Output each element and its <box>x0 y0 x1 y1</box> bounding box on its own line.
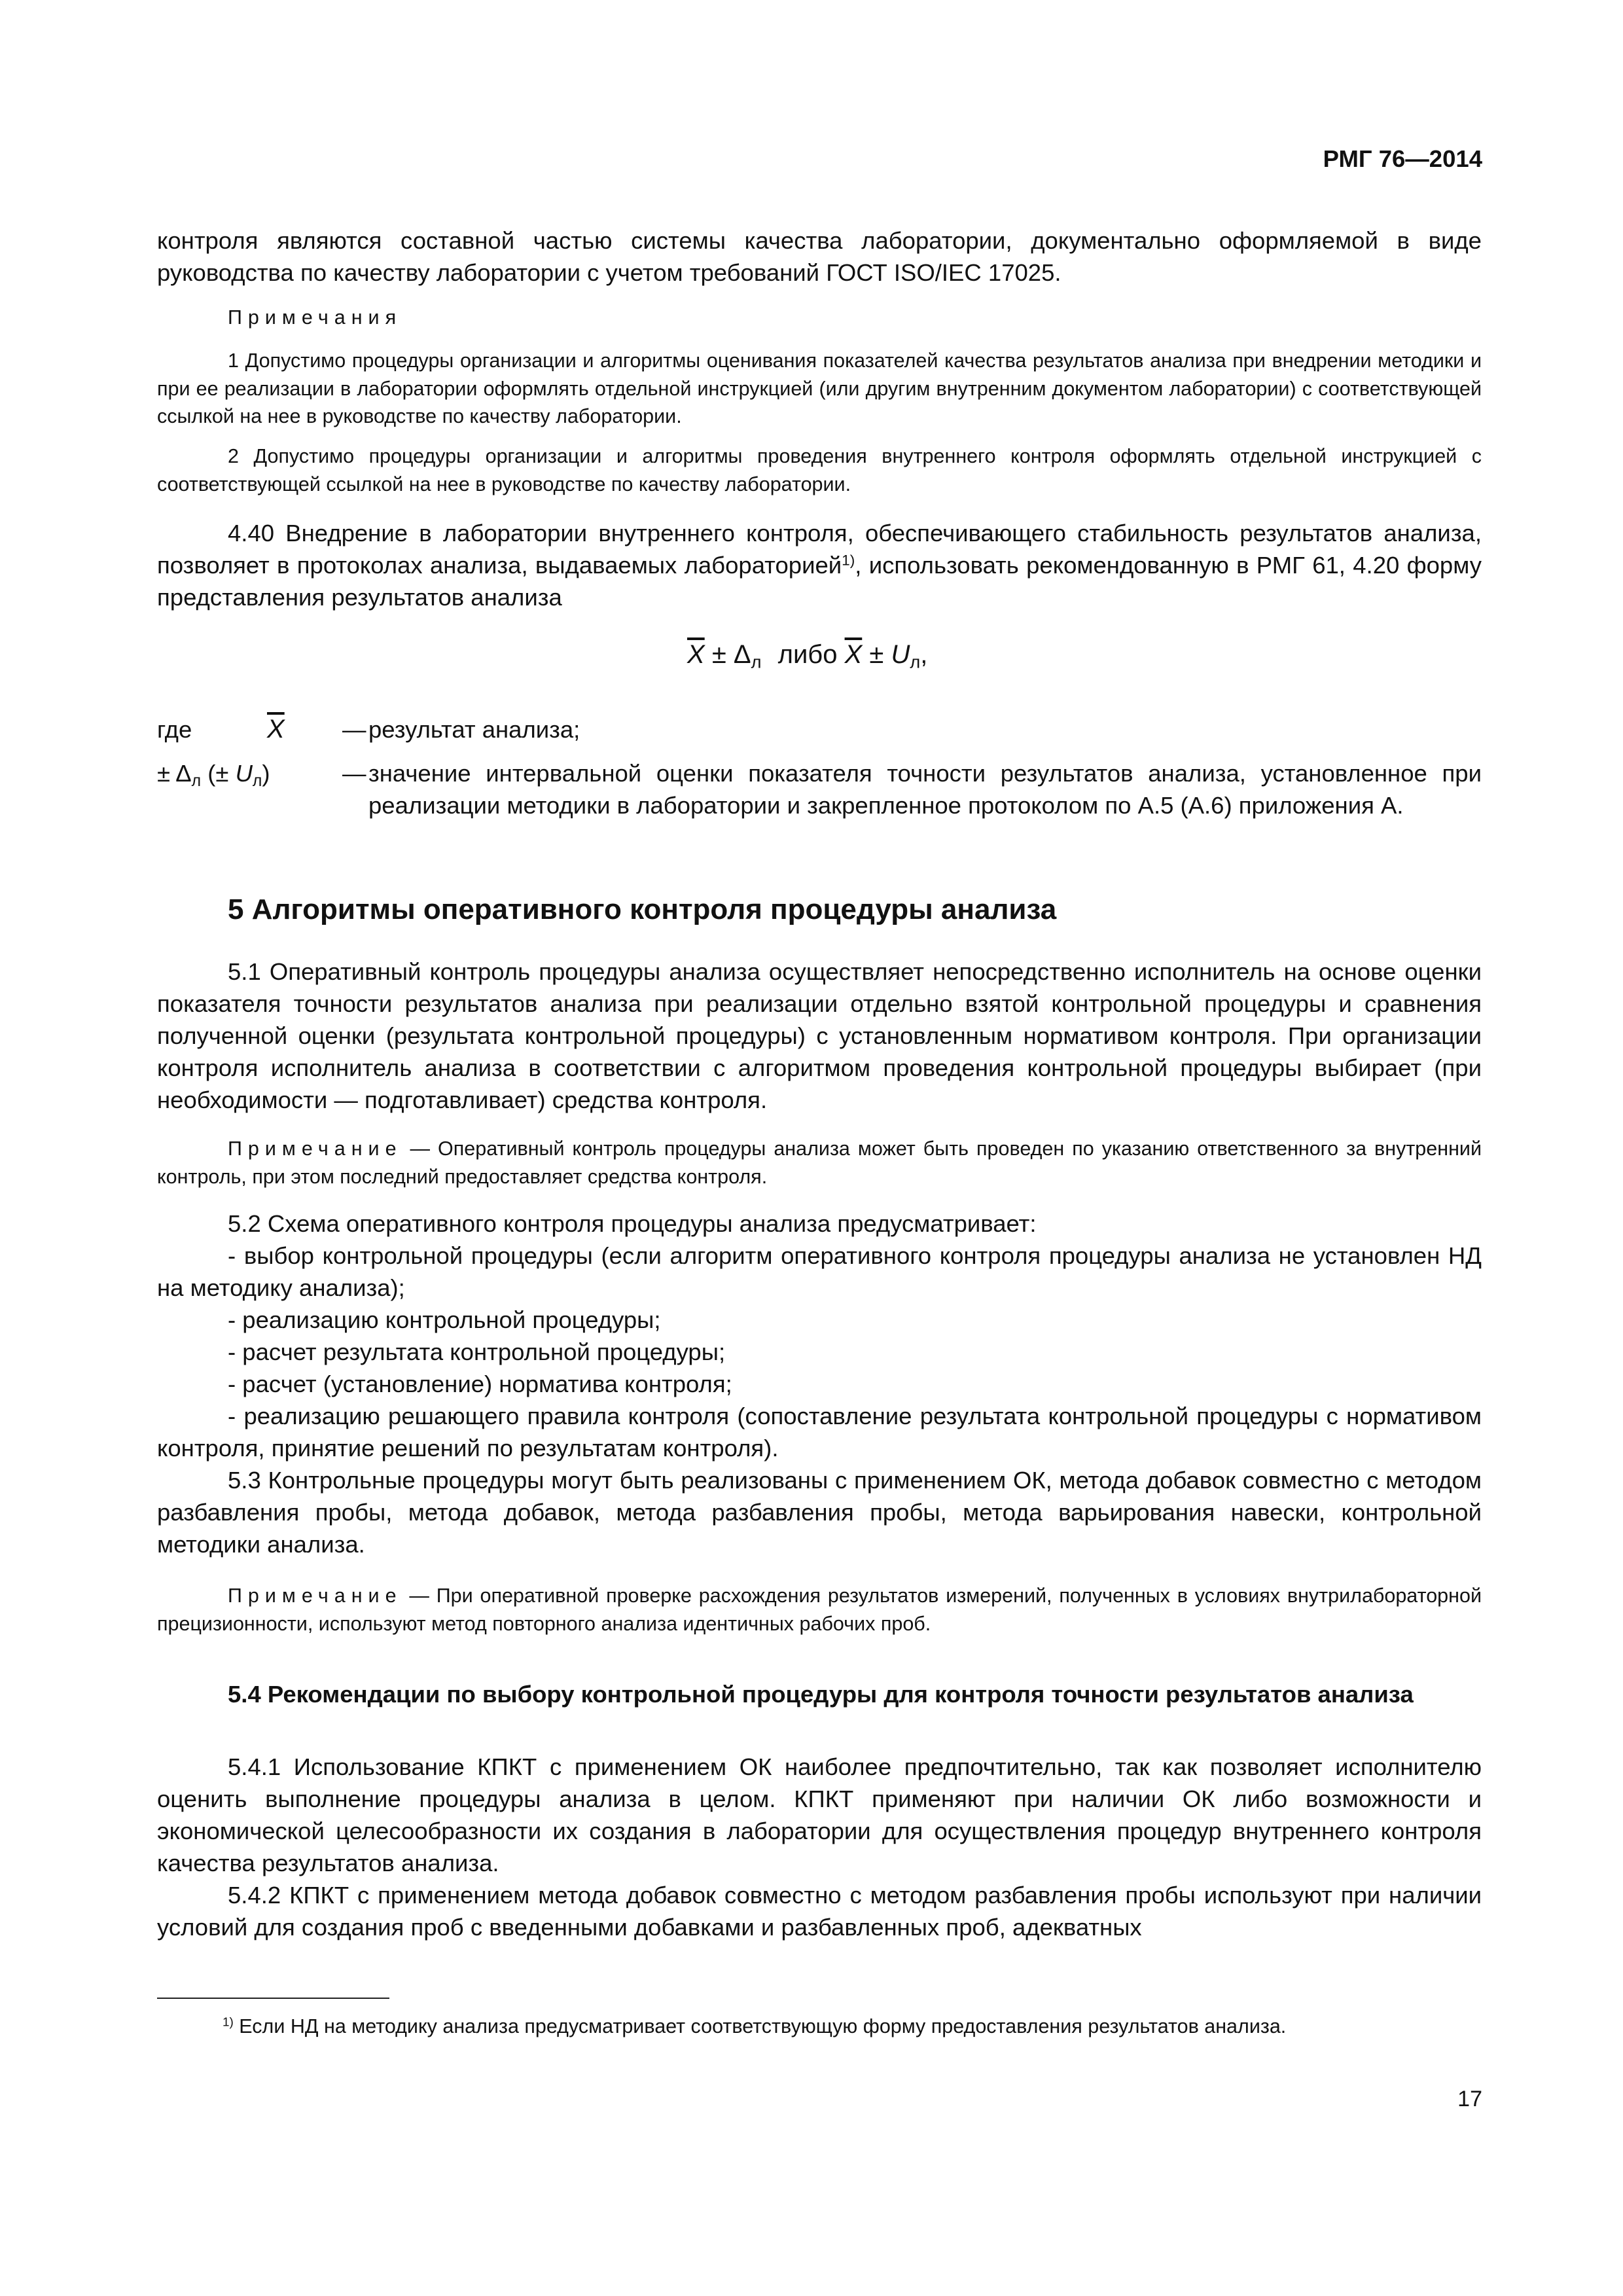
where-term-2-u-sub: л <box>252 772 262 790</box>
notes-heading: Примечания <box>228 306 402 329</box>
footnote-separator <box>157 1998 389 1999</box>
list-item-2: - реализацию контрольной процедуры; <box>228 1306 661 1333</box>
where-term-2-u: U <box>235 760 253 787</box>
paragraph-4-40-part-a: 4.40 Внедрение в лаборатории внутреннего контроля, обеспечивающего стабильность результатов анализа, позволяет в протоколах анализа, выдаваемых лабораторией <box>157 520 1482 579</box>
where-word: где <box>157 716 192 743</box>
footnote-text: Если НД на методику анализа предусматривает соответствующую форму предоставления результатов анализа. <box>233 2015 1287 2037</box>
paragraph-5-2-lead: 5.2 Схема оперативного контроля процедуры анализа предусматривает: <box>228 1210 1037 1237</box>
note-2: 2 Допустимо процедуры организации и алгоритмы проведения внутреннего контроля оформлять отдельной инструкцией с соответствующей ссылкой на нее в руководстве по качеству лаборатории. <box>157 445 1482 495</box>
result-formula <box>687 640 927 673</box>
note-5-3-label: Примечание <box>228 1585 402 1607</box>
where-term-2-sub: л <box>191 772 202 790</box>
footnote <box>157 2013 1482 2040</box>
formula-or: либо <box>777 640 838 669</box>
formula-u-subscript: л <box>910 651 921 672</box>
where-description-2: значение интервальной оценки показателя точности результатов анализа, установленное при реализации методики в лаборатории и закрепленное протоколом по А.5 (А.6) приложения А. <box>368 760 1482 819</box>
where-dash-2: — <box>342 760 366 787</box>
paragraph-5-1: 5.1 Оперативный контроль процедуры анализа осуществляет непосредственно исполнитель на основе оценки показателя точности результатов анализа при реализации отдельно взятой контрольной процедуры и сравнения полученной оценки (результата контрольной процедуры) с установленным нормативом контроля. При организации контроля исполнитель анализа в соответствии с алгоритмом проведения контрольной процедуры выбирает (при необходимости — подготавливает) средства контроля. <box>157 958 1482 1113</box>
footnote-reference: 1) <box>842 552 855 569</box>
formula-comma: , <box>920 640 928 669</box>
note-5-1-label: Примечание <box>228 1138 402 1160</box>
subsection-5-4-title: 5.4 Рекомендации по выбору контрольной процедуры для контроля точности результатов анализа <box>228 1681 1414 1708</box>
note-5-3 <box>157 1582 1482 1638</box>
where-x-bar: $\overline{X}$ <box>267 715 285 744</box>
formula-x-bar-2: $\overline{X}$ <box>844 640 863 669</box>
where-description-1: результат анализа; <box>368 716 580 743</box>
where-term-2-close: ) <box>262 760 270 787</box>
paragraph-4-40 <box>157 517 1482 613</box>
intro-paragraph: контроля являются составной частью системы качества лаборатории, документально оформляемой в виде руководства по качеству лаборатории с учетом требований ГОСТ ISO/IEC 17025. <box>157 227 1482 286</box>
where-term-2-open: (± <box>207 760 229 787</box>
paragraph-4-40-part-b: , использовать рекомендованную в РМГ 61, 4.20 форму представления результатов анализа <box>157 552 1482 611</box>
where-term-2-pm: ± <box>157 760 171 787</box>
note-5-1 <box>157 1135 1482 1191</box>
note-5-1-text: — Оперативный контроль процедуры анализа может быть проведен по указанию ответственного за внутренний контроль, при этом последний предоставляет средства контроля. <box>157 1138 1482 1188</box>
formula-u: U <box>891 640 910 669</box>
formula-delta: Δ <box>733 640 751 669</box>
note-5-3-text: — При оперативной проверке расхождения результатов измерений, полученных в условиях внутрилабораторной прецизионности, используют метод повторного анализа идентичных рабочих проб. <box>157 1585 1482 1635</box>
list-item-3: - расчет результата контрольной процедуры; <box>228 1338 726 1365</box>
note-1: 1 Допустимо процедуры организации и алгоритмы оценивания показателей качества результатов анализа при внедрении методики и при ее реализации в лаборатории оформлять отдельной инструкцией (или другим внутренним документом лаборатории) с соответствующей ссылкой на нее в руководстве по качеству лаборатории. <box>157 350 1482 427</box>
where-dash-1: — <box>342 716 366 743</box>
document-code: РМГ 76—2014 <box>1323 145 1482 172</box>
paragraph-5-3: 5.3 Контрольные процедуры могут быть реализованы с применением ОК, метода добавок совместно с методом разбавления пробы, метода добавок, метода разбавления пробы, метода варьирования навески, контрольной методики анализа. <box>157 1467 1482 1558</box>
section-5-title: 5 Алгоритмы оперативного контроля процедуры анализа <box>228 893 1057 925</box>
formula-delta-subscript: л <box>751 651 762 672</box>
where-term-2-delta: Δ <box>175 760 192 787</box>
formula-plus-minus: ± <box>711 640 726 669</box>
list-item-5: - реализацию решающего правила контроля (сопоставление результата контрольной процедуры с нормативом контроля, принятие решений по результатам контроля). <box>157 1403 1482 1462</box>
page-number: 17 <box>1457 2087 1482 2111</box>
list-item-4: - расчет (установление) норматива контроля; <box>228 1371 732 1397</box>
footnote-mark: 1) <box>223 2015 234 2030</box>
formula-plus-minus-2: ± <box>869 640 884 669</box>
paragraph-5-4-2: 5.4.2 КПКТ с применением метода добавок совместно с методом разбавления пробы используют при наличии условий для создания проб с введенными добавками и разбавленных проб, адекватных <box>157 1882 1482 1941</box>
where-term-2 <box>157 757 270 797</box>
paragraph-5-4-1: 5.4.1 Использование КПКТ с применением ОК наиболее предпочтительно, так как позволяет исполнителю оценить выполнение процедуры анализа в целом. КПКТ применяют при наличии ОК либо возможности и экономической целесообразности их создания в лаборатории для осуществления процедур внутреннего контроля качества результатов анализа. <box>157 1753 1482 1876</box>
paragraph-5-2 <box>157 1208 1482 1560</box>
list-item-1: - выбор контрольной процедуры (если алгоритм оперативного контроля процедуры анализа не установлен НД на методику анализа); <box>157 1242 1482 1301</box>
formula-x-bar: $\overline{X}$ <box>687 640 705 669</box>
